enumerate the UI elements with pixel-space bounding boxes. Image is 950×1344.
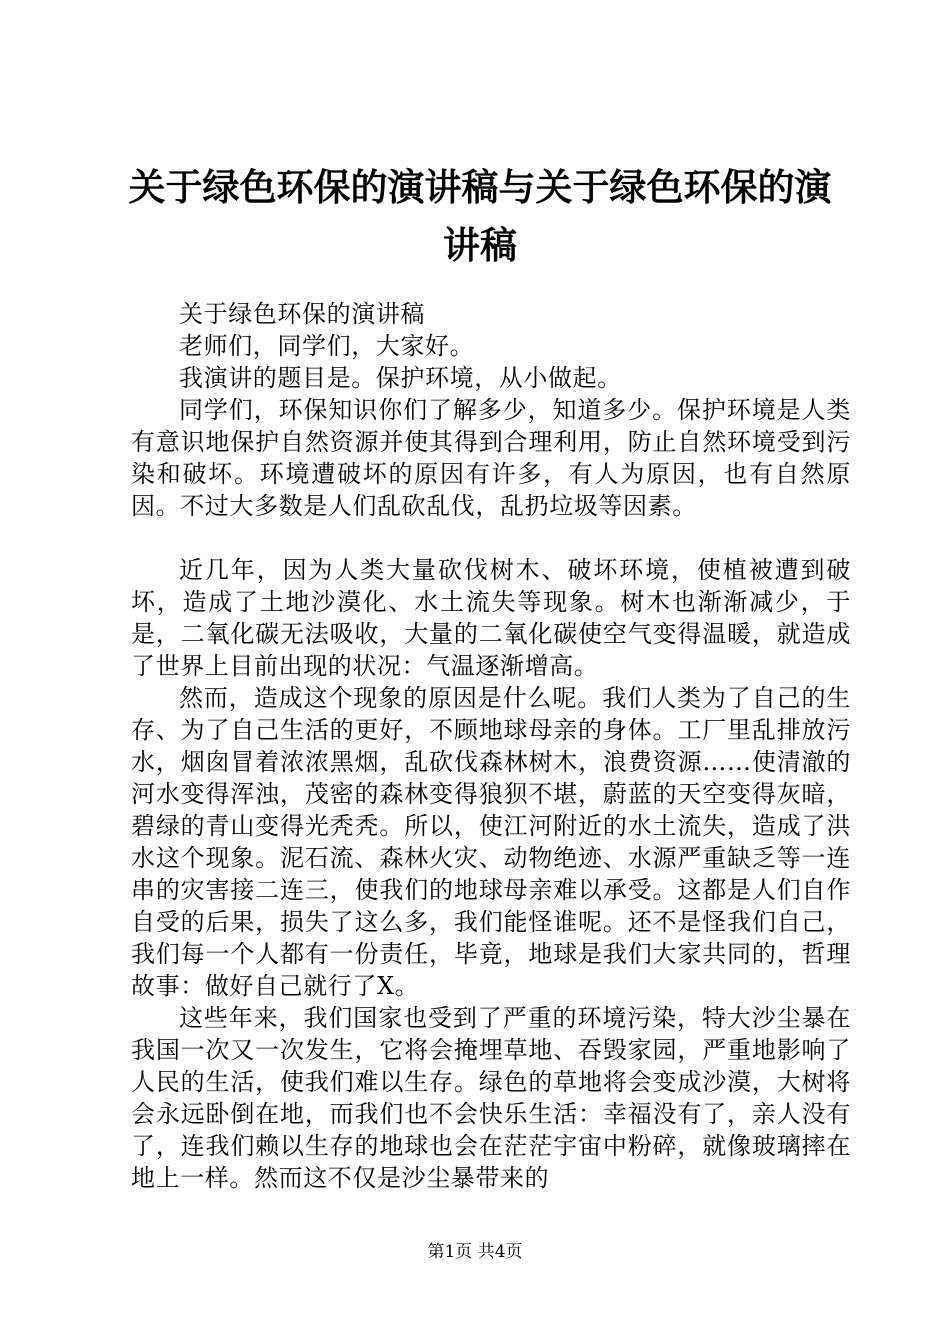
document-title: 关于绿色环保的演讲稿与关于绿色环保的演讲稿 [128, 165, 832, 267]
document-body [131, 298, 851, 1194]
paragraph-deforestation: 近几年，因为人类大量砍伐树木、破坏环境，使植被遭到破坏，造成了土地沙漠化、水土流失等现象。树木也渐渐减少，于是，二氧化碳无法吸收，大量的二氧化碳使空气变得温暖，就造成了世界上目前出现的状况：气温逐渐增高。 [131, 556, 851, 680]
paragraph-greeting: 老师们，同学们，大家好。 [179, 332, 475, 360]
paragraph-environmental-knowledge: 同学们，环保知识你们了解多少，知道多少。保护环境是人类有意识地保护自然资源并使其得到合理利用，防止自然环境受到污染和破坏。环境遭破坏的原因有许多，有人为原因，也有自然原因。不过大多数是人们乱砍乱伐，乱扔垃圾等因素。 [131, 396, 851, 520]
paragraph-topic: 我演讲的题目是。保护环境，从小做起。 [179, 364, 622, 392]
paragraph-sandstorms: 这些年来，我们国家也受到了严重的环境污染，特大沙尘暴在我国一次又一次发生，它将会掩埋草地、吞毁家园，严重地影响了人民的生活，使我们难以生存。绿色的草地将会变成沙漠，大树将会永远卧倒在地，而我们也不会快乐生活：幸福没有了，亲人没有了，连我们赖以生存的地球也会在茫茫宇宙中粉碎，就像玻璃摔在地上一样。然而这不仅是沙尘暴带来的 [131, 1004, 851, 1192]
paragraph-speech-heading: 关于绿色环保的演讲稿 [179, 300, 425, 328]
page-number-footer: 第1页 共4页 [427, 1242, 523, 1262]
paragraph-gap [131, 522, 851, 554]
paragraph-causes: 然而，造成这个现象的原因是什么呢。我们人类为了自己的生存、为了自己生活的更好，不顾地球母亲的身体。工厂里乱排放污水，烟囱冒着浓浓黑烟，乱砍伐森林树木，浪费资源……使清澈的河水变得浑浊，茂密的森林变得狼狈不堪，蔚蓝的天空变得灰暗，碧绿的青山变得光秃秃。所以，使江河附近的水土流失，造成了洪水这个现象。泥石流、森林火灾、动物绝迹、水源严重缺乏等一连串的灾害接二连三，使我们的地球母亲难以承受。这都是人们自作自受的后果，损失了这么多，我们能怪谁呢。还不是怪我们自己，我们每一个人都有一份责任，毕竟，地球是我们大家共同的，哲理故事：做好自己就行了X。 [131, 684, 851, 1000]
